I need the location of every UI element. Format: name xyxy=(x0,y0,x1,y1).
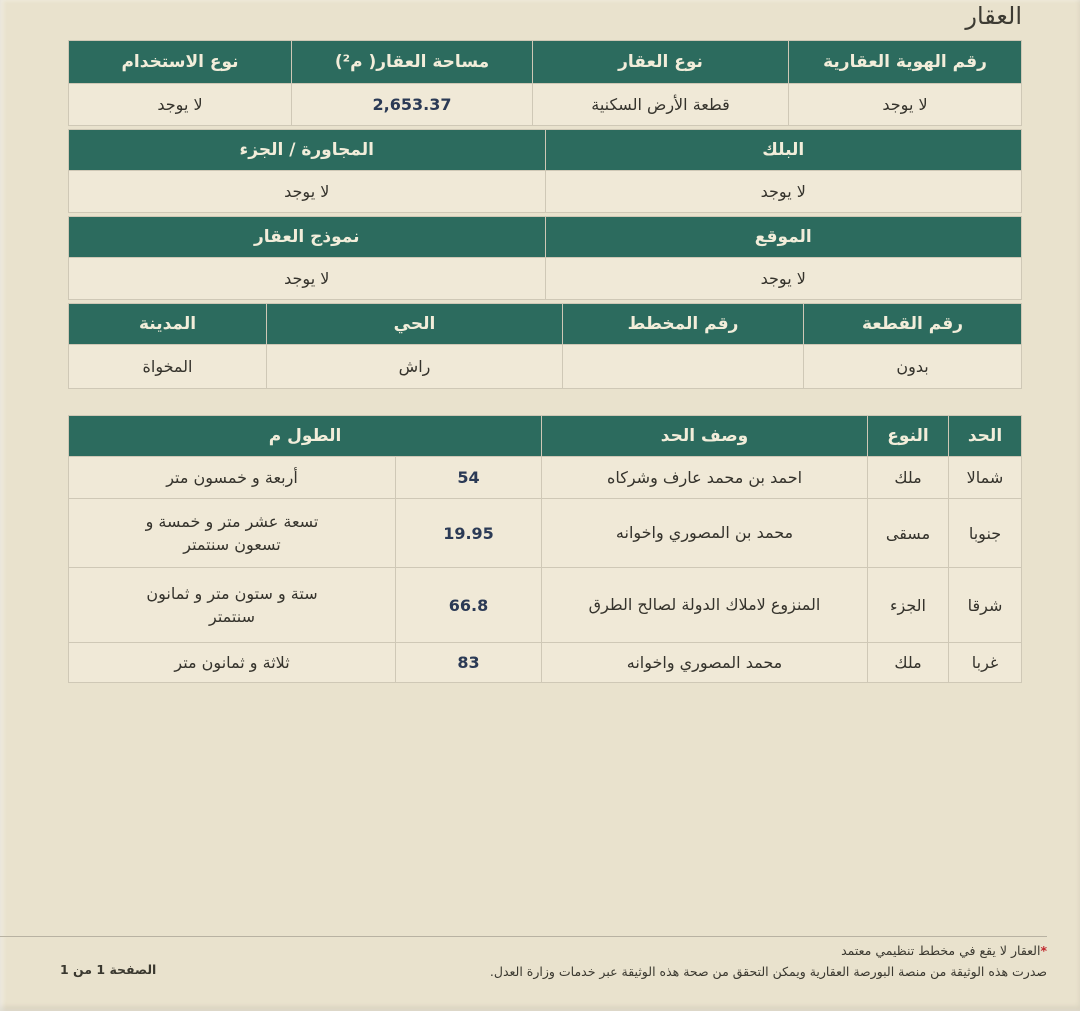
footer-note-planning xyxy=(490,941,1047,962)
header-property-model: نموذج العقار xyxy=(69,217,545,257)
property-id-row xyxy=(68,40,1022,126)
value-property-id-number: لا يوجد xyxy=(789,84,1021,125)
page-title: العقار xyxy=(965,2,1022,30)
value-usage-type: لا يوجد xyxy=(69,84,291,125)
parcel-row xyxy=(68,303,1022,389)
value-location: لا يوجد xyxy=(546,258,1022,299)
header-property-type: نوع العقار xyxy=(533,41,788,83)
header-boundary: الحد xyxy=(949,416,1021,456)
value-property-model: لا يوجد xyxy=(69,258,545,299)
boundary-south-length-text: تسعة عشر متر و خمسة و تسعون سنتمتر xyxy=(69,499,395,567)
value-property-area: 2,653.37 xyxy=(292,84,532,125)
value-plan-number xyxy=(563,345,803,388)
boundary-north-length-value: 54 xyxy=(396,457,541,498)
boundary-east-type: الجزء xyxy=(868,568,948,642)
value-district: راش xyxy=(267,345,562,388)
header-neighbor-part: المجاورة / الجزء xyxy=(69,130,545,170)
boundary-north-description: احمد بن محمد عارف وشركاه xyxy=(542,457,867,498)
value-property-type: قطعة الأرض السكنية xyxy=(533,84,788,125)
value-neighbor-part: لا يوجد xyxy=(69,171,545,212)
header-length-m: الطول م xyxy=(69,416,541,456)
value-parcel-number: بدون xyxy=(804,345,1021,388)
boundaries-table xyxy=(68,415,1022,683)
footer-note-planning-text: العقار لا يقع في مخطط تنظيمي معتمد xyxy=(841,943,1041,958)
header-boundary-description: وصف الحد xyxy=(542,416,867,456)
boundary-west-length-text: ثلاثة و ثمانون متر xyxy=(69,643,395,682)
boundary-south-type: مسقى xyxy=(868,499,948,567)
boundary-north-length-text: أربعة و خمسون متر xyxy=(69,457,395,498)
boundary-east-length-text: ستة و ستون متر و ثمانون سنتمتر xyxy=(69,568,395,642)
header-property-area: مساحة العقار( م²) xyxy=(292,41,532,83)
boundary-east-length-value: 66.8 xyxy=(396,568,541,642)
header-location: الموقع xyxy=(546,217,1022,257)
header-property-id-number: رقم الهوية العقارية xyxy=(789,41,1021,83)
boundary-north: شمالا xyxy=(949,457,1021,498)
boundary-south: جنوبا xyxy=(949,499,1021,567)
header-city: المدينة xyxy=(69,304,266,344)
boundary-east-description: المنزوع لاملاك الدولة لصالح الطرق xyxy=(542,568,867,642)
boundary-west-length-value: 83 xyxy=(396,643,541,682)
boundary-west: غربا xyxy=(949,643,1021,682)
boundary-west-type: ملك xyxy=(868,643,948,682)
header-parcel-number: رقم القطعة xyxy=(804,304,1021,344)
header-boundary-type: النوع xyxy=(868,416,948,456)
footer-divider xyxy=(0,936,1047,937)
header-plan-number: رقم المخطط xyxy=(563,304,803,344)
header-usage-type: نوع الاستخدام xyxy=(69,41,291,83)
footer-note-issued: صدرت هذه الوثيقة من منصة البورصة العقارية ويمكن التحقق من صحة هذه الوثيقة عبر خدمات وزارة العدل. xyxy=(489,963,1047,979)
location-row xyxy=(68,216,1022,300)
boundary-west-description: محمد المصوري واخوانه xyxy=(542,643,867,682)
block-row xyxy=(68,129,1022,213)
page-number-label: الصفحة 1 من 1 xyxy=(60,962,157,977)
property-info-table xyxy=(68,40,1022,389)
boundary-east: شرقا xyxy=(949,568,1021,642)
boundary-south-description: محمد بن المصوري واخوانه xyxy=(542,499,867,567)
red-asterisk: * xyxy=(1040,943,1047,958)
header-block: البلك xyxy=(546,130,1022,170)
boundary-north-type: ملك xyxy=(868,457,948,498)
value-city: المخواة xyxy=(69,345,266,388)
footer-notes xyxy=(490,941,1047,982)
value-block: لا يوجد xyxy=(546,171,1022,212)
header-district: الحي xyxy=(267,304,562,344)
boundary-south-length-value: 19.95 xyxy=(396,499,541,567)
